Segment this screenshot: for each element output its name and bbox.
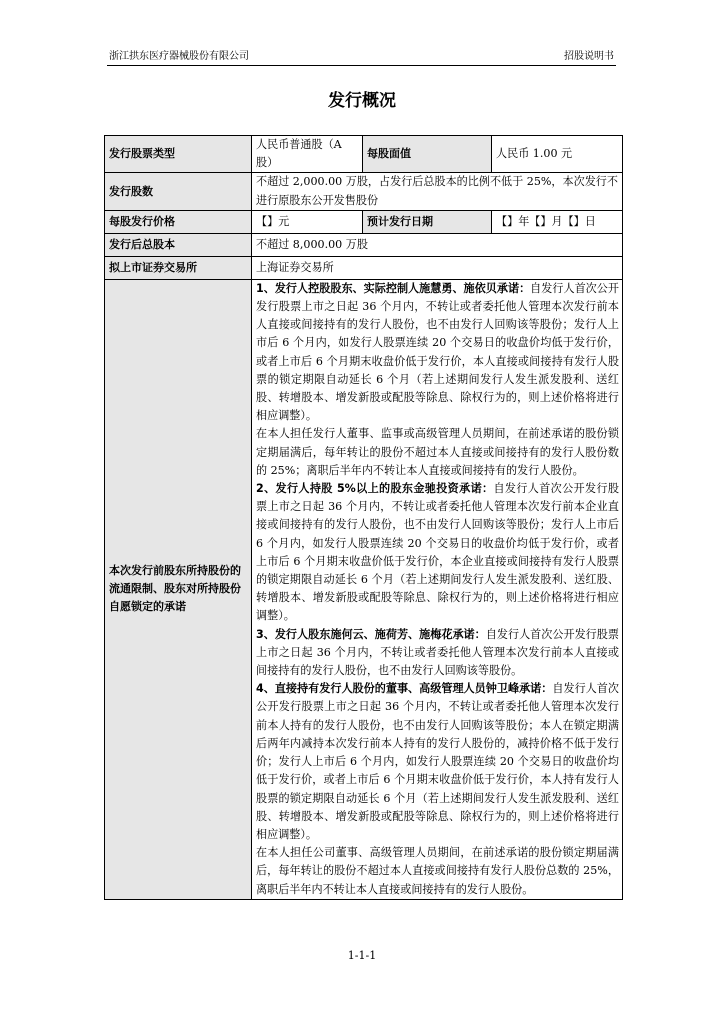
commitment-3-body: 自发行人首次公开发行股票上市之日起 36 个月内，不转让或者委托他人管理本次发行前本人直接或间接持有的发行人股份，也不由发行人回购该等股份。 <box>256 627 619 678</box>
shares-value: 不超过 2,000.00 万股，占发行后总股本的比例不低于 25%，本次发行不进行原股东公开发售股份 <box>252 173 623 210</box>
commitment-2-body: 自发行人首次公开发行股票上市之日起 36 个月内，不转让或者委托他人管理本次发行前本企业直接或间接持有的发行人股份，也不由发行人回购该等股份；发行人上市后 6 个月内，如发行人股票连续 20 个交易日的收盘价均低于发行价，或者上市后 6 个月期末收盘价低于发行价，本企业直接或间接持有发行人股票的锁定期限自动延长 6 个月（若上述期间发行人发生派发股利、送红股、转增股本、增发新股或配股等除息、除权行为的，则上述价格将进行相应调整）。 <box>256 482 619 623</box>
offering-overview-table <box>104 135 623 900</box>
date-value: 【】年【】月【】日 <box>492 210 623 233</box>
commitment-4-heading: 4、直接持有发行人股份的董事、高级管理人员钟卫峰承诺： <box>256 682 553 696</box>
page-header <box>107 50 616 66</box>
commitment-text <box>252 279 623 899</box>
stock-type-value: 人民币普通股（A 股） <box>252 136 363 173</box>
date-label: 预计发行日期 <box>363 210 492 233</box>
total-shares-label: 发行后总股本 <box>105 233 252 256</box>
commitment-4-body: 自发行人首次公开发行股票上市之日起 36 个月内，不转让或者委托他人管理本次发行前本人持有的发行人股份，也不由发行人回购该等股份；本人在锁定期满后两年内减持本次发行前本人持有的发行人股份的，减持价格不低于发行价；发行人上市后 6 个月内，如发行人股票连续 20 个交易日的收盘价均低于发行价，或者上市后 6 个月期末收盘价低于发行价，本人持有发行人股票的锁定期限自动延长 6 个月（若上述期间发行人发生派发股利、送红股、转增股本、增发新股或配股等除息、除权行为的，则上述价格将进行相应调整）。 <box>256 682 619 841</box>
price-label: 每股发行价格 <box>105 210 252 233</box>
table-row <box>105 256 623 279</box>
document-type: 招股说明书 <box>564 51 614 62</box>
table-row <box>105 233 623 256</box>
company-name: 浙江拱东医疗器械股份有限公司 <box>109 51 249 62</box>
par-value-value: 人民币 1.00 元 <box>492 136 623 173</box>
exchange-value: 上海证券交易所 <box>252 256 623 279</box>
table-row <box>105 210 623 233</box>
commitment-1-heading: 1、发行人控股股东、实际控制人施慧勇、施依贝承诺： <box>256 281 531 295</box>
commitment-3-heading: 3、发行人股东施何云、施荷芳、施梅花承诺： <box>256 627 486 641</box>
par-value-label: 每股面值 <box>363 136 492 173</box>
page-title: 发行概况 <box>328 91 396 111</box>
stock-type-label: 发行股票类型 <box>105 136 252 173</box>
commitment-2-heading: 2、发行人持股 5%以上的股东金驰投资承诺： <box>256 482 494 496</box>
page-number: 1-1-1 <box>347 949 377 962</box>
exchange-label: 拟上市证券交易所 <box>105 256 252 279</box>
table-row <box>105 173 623 210</box>
commitment-1-body: 自发行人首次公开发行股票上市之日起 36 个月内，不转让或者委托他人管理本次发行前本人直接或间接持有的发行人股份，也不由发行人回购该等股份；发行人上市后 6 个月内，如发行人股票连续 20 个交易日的收盘价均低于发行价，或者上市后 6 个月期末收盘价低于发行价，本人直接或间接持有发行人股票的锁定期限自动延长 6 个月（若上述期间发行人发生派发股利、送红股、转增股本、增发新股或配股等除息、除权行为的，则上述价格将进行相应调整）。 <box>256 281 619 423</box>
commitment-label: 本次发行前股东所持股份的流通限制、股东对所持股份自愿锁定的承诺 <box>105 279 252 899</box>
commitment-4-extra: 在本人担任公司董事、高级管理人员期间，在前述承诺的股份锁定期届满后，每年转让的股份不超过本人直接或间接持有发行人股份总数的 25%，离职后半年内不转让本人直接或间接持有的发行人股份。 <box>256 846 619 896</box>
table-row <box>105 136 623 173</box>
price-value: 【】元 <box>252 210 363 233</box>
table-row <box>105 279 623 899</box>
shares-label: 发行股数 <box>105 173 252 210</box>
total-shares-value: 不超过 8,000.00 万股 <box>252 233 623 256</box>
commitment-1-extra: 在本人担任发行人董事、监事或高级管理人员期间，在前述承诺的股份锁定期届满后，每年转让的股份不超过本人直接或间接持有的发行人股份数的 25%；离职后半年内不转让本人直接或间接持有的发行人股份。 <box>256 427 619 477</box>
